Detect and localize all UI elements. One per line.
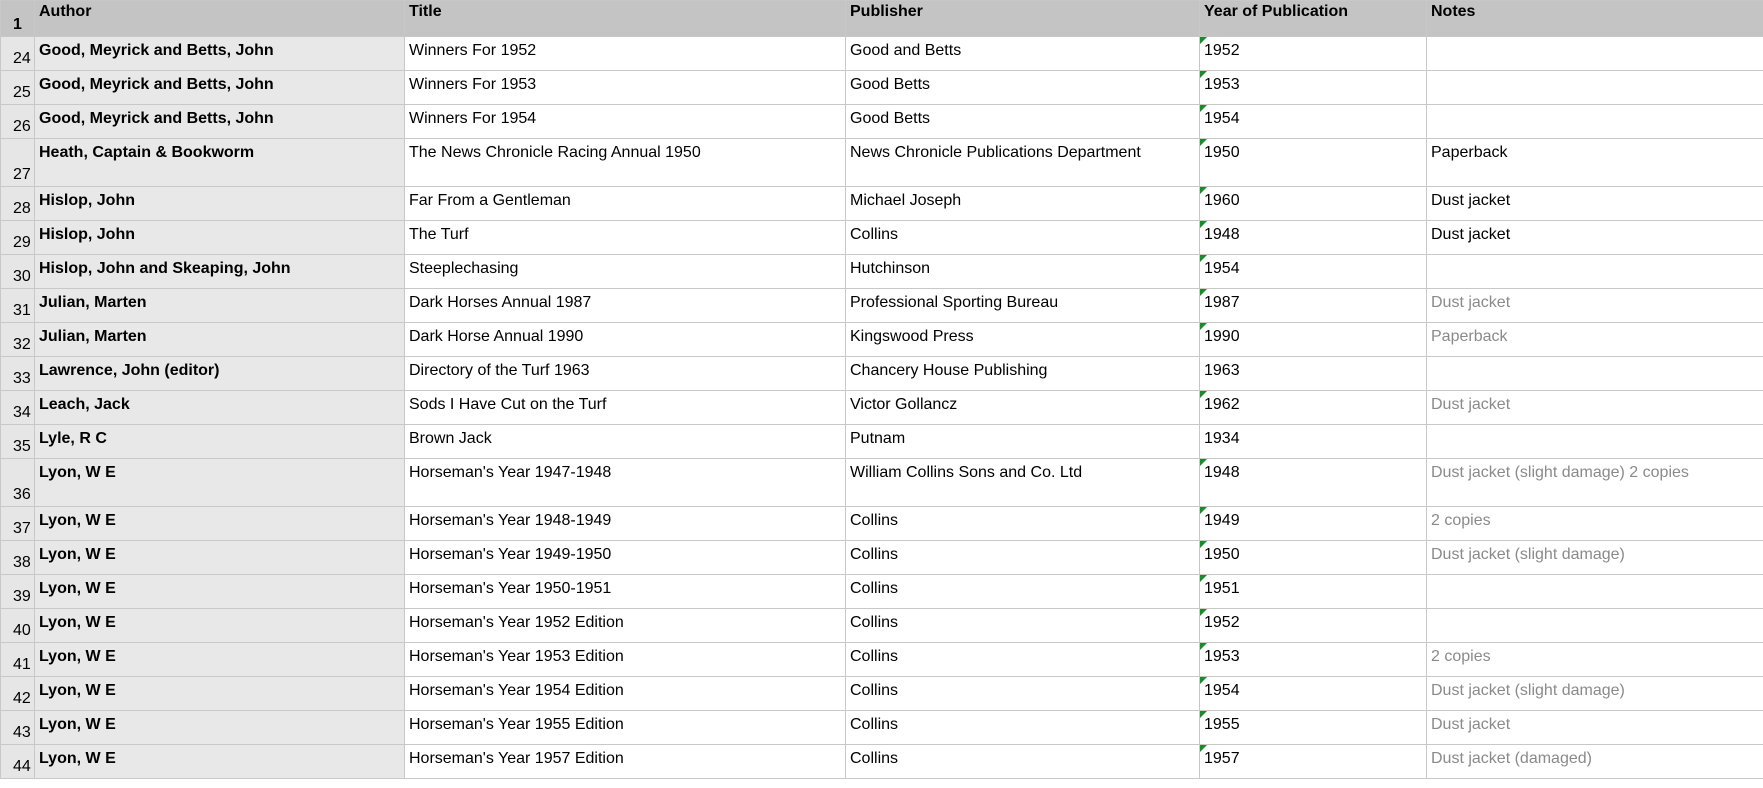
year-value: 1987 [1204,294,1240,311]
publisher-cell[interactable]: Collins [846,609,1200,643]
notes-cell[interactable] [1427,37,1763,71]
notes-cell[interactable] [1427,425,1763,459]
header-cell-notes[interactable]: Notes [1427,1,1763,37]
table-row [1,105,1763,139]
publisher-cell[interactable]: William Collins Sons and Co. Ltd [846,459,1200,507]
year-cell[interactable] [1200,745,1427,779]
publisher-cell[interactable]: Good Betts [846,105,1200,139]
notes-cell[interactable] [1427,71,1763,105]
table-row [1,357,1763,391]
publisher-cell[interactable]: Collins [846,643,1200,677]
year-value: 1957 [1204,750,1240,767]
year-cell[interactable] [1200,105,1427,139]
title-cell[interactable]: Brown Jack [405,425,846,459]
publisher-cell[interactable]: Victor Gollancz [846,391,1200,425]
year-value: 1954 [1204,110,1240,127]
publisher-cell[interactable]: Kingswood Press [846,323,1200,357]
row-number[interactable]: 24 [1,37,35,71]
year-cell[interactable] [1200,221,1427,255]
table-row [1,575,1763,609]
year-cell[interactable] [1200,643,1427,677]
notes-cell[interactable]: Dust jacket [1427,711,1763,745]
table-row [1,221,1763,255]
year-cell[interactable] [1200,541,1427,575]
year-cell[interactable] [1200,575,1427,609]
row-number[interactable]: 27 [1,139,35,187]
number-as-text-indicator-icon [1200,255,1207,262]
title-cell[interactable]: Horseman's Year 1948-1949 [405,507,846,541]
number-as-text-indicator-icon [1200,391,1207,398]
title-cell[interactable]: Horseman's Year 1947-1948 [405,459,846,507]
number-as-text-indicator-icon [1200,609,1207,616]
year-cell[interactable] [1200,139,1427,187]
year-cell[interactable] [1200,459,1427,507]
author-cell[interactable]: Lawrence, John (editor) [35,357,405,391]
table-row [1,37,1763,71]
number-as-text-indicator-icon [1200,221,1207,228]
row-number[interactable]: 26 [1,105,35,139]
publisher-cell[interactable]: Michael Joseph [846,187,1200,221]
year-value: 1954 [1204,682,1240,699]
author-cell[interactable]: Hislop, John and Skeaping, John [35,255,405,289]
author-cell[interactable]: Leach, Jack [35,391,405,425]
year-cell[interactable] [1200,711,1427,745]
publisher-cell[interactable]: Good Betts [846,71,1200,105]
number-as-text-indicator-icon [1200,37,1207,44]
header-cell-title[interactable]: Title [405,1,846,37]
publisher-cell[interactable]: Collins [846,575,1200,609]
notes-cell[interactable] [1427,105,1763,139]
sheet-body [1,37,1763,779]
title-cell[interactable]: The News Chronicle Racing Annual 1950 [405,139,846,187]
publisher-cell[interactable]: Collins [846,541,1200,575]
table-row [1,255,1763,289]
table-row [1,609,1763,643]
table-row [1,507,1763,541]
row-number[interactable]: 30 [1,255,35,289]
table-row [1,71,1763,105]
row-number[interactable]: 25 [1,71,35,105]
notes-cell[interactable]: Dust jacket [1427,391,1763,425]
row-number[interactable]: 1 [1,1,35,37]
table-row [1,541,1763,575]
row-number[interactable]: 40 [1,609,35,643]
year-value: 1954 [1204,260,1240,277]
title-cell[interactable]: Far From a Gentleman [405,187,846,221]
author-cell[interactable]: Good, Meyrick and Betts, John [35,71,405,105]
row-number[interactable]: 36 [1,459,35,507]
notes-cell[interactable] [1427,575,1763,609]
number-as-text-indicator-icon [1200,323,1207,330]
notes-cell[interactable]: 2 copies [1427,643,1763,677]
number-as-text-indicator-icon [1200,711,1207,718]
year-value: 1948 [1204,464,1240,481]
title-cell[interactable]: Winners For 1952 [405,37,846,71]
row-number[interactable]: 34 [1,391,35,425]
year-value: 1952 [1204,614,1240,631]
header-cell-publisher[interactable]: Publisher [846,1,1200,37]
row-number[interactable]: 39 [1,575,35,609]
title-cell[interactable]: Dark Horses Annual 1987 [405,289,846,323]
author-cell[interactable]: Julian, Marten [35,289,405,323]
number-as-text-indicator-icon [1200,745,1207,752]
year-cell[interactable] [1200,425,1427,459]
year-value: 1963 [1204,362,1240,379]
author-cell[interactable]: Lyon, W E [35,745,405,779]
title-cell[interactable]: Horseman's Year 1954 Edition [405,677,846,711]
year-cell[interactable] [1200,391,1427,425]
author-cell[interactable]: Good, Meyrick and Betts, John [35,37,405,71]
publisher-cell[interactable]: Collins [846,221,1200,255]
publisher-cell[interactable]: Good and Betts [846,37,1200,71]
year-value: 1953 [1204,648,1240,665]
publisher-cell[interactable]: Collins [846,711,1200,745]
table-row [1,289,1763,323]
header-cell-author[interactable]: Author [35,1,405,37]
title-cell[interactable]: Steeplechasing [405,255,846,289]
row-number[interactable]: 31 [1,289,35,323]
year-cell[interactable] [1200,357,1427,391]
title-cell[interactable]: Horseman's Year 1955 Edition [405,711,846,745]
notes-cell[interactable] [1427,609,1763,643]
number-as-text-indicator-icon [1200,541,1207,548]
year-value: 1950 [1204,144,1240,161]
publisher-cell[interactable]: News Chronicle Publications Department [846,139,1200,187]
title-cell[interactable]: Horseman's Year 1949-1950 [405,541,846,575]
row-number[interactable]: 29 [1,221,35,255]
table-row [1,187,1763,221]
year-value: 1952 [1204,42,1240,59]
author-cell[interactable]: Julian, Marten [35,323,405,357]
number-as-text-indicator-icon [1200,507,1207,514]
notes-cell[interactable]: 2 copies [1427,507,1763,541]
year-cell[interactable] [1200,37,1427,71]
year-cell[interactable] [1200,507,1427,541]
header-row [1,1,1763,37]
number-as-text-indicator-icon [1200,459,1207,466]
table-row [1,643,1763,677]
table-row [1,425,1763,459]
notes-cell[interactable]: Dust jacket [1427,289,1763,323]
row-number[interactable]: 41 [1,643,35,677]
year-value: 1951 [1204,580,1240,597]
publisher-cell[interactable]: Putnam [846,425,1200,459]
table-row [1,323,1763,357]
publisher-cell[interactable]: Hutchinson [846,255,1200,289]
author-cell[interactable]: Lyon, W E [35,677,405,711]
author-cell[interactable]: Lyon, W E [35,643,405,677]
notes-cell[interactable] [1427,357,1763,391]
table-row [1,139,1763,187]
title-cell[interactable]: Winners For 1954 [405,105,846,139]
notes-cell[interactable]: Dust jacket [1427,187,1763,221]
publisher-cell[interactable]: Professional Sporting Bureau [846,289,1200,323]
author-cell[interactable]: Hislop, John [35,187,405,221]
number-as-text-indicator-icon [1200,139,1207,146]
number-as-text-indicator-icon [1200,187,1207,194]
author-cell[interactable]: Lyon, W E [35,459,405,507]
author-cell[interactable]: Heath, Captain & Bookworm [35,139,405,187]
year-cell[interactable] [1200,71,1427,105]
year-value: 1960 [1204,192,1240,209]
header-cell-year[interactable]: Year of Publication [1200,1,1427,37]
row-number[interactable]: 44 [1,745,35,779]
author-cell[interactable]: Lyle, R C [35,425,405,459]
title-cell[interactable]: Dark Horse Annual 1990 [405,323,846,357]
number-as-text-indicator-icon [1200,677,1207,684]
notes-cell[interactable]: Paperback [1427,323,1763,357]
year-value: 1962 [1204,396,1240,413]
title-cell[interactable]: Horseman's Year 1957 Edition [405,745,846,779]
number-as-text-indicator-icon [1200,71,1207,78]
publisher-cell[interactable]: Chancery House Publishing [846,357,1200,391]
publisher-cell[interactable]: Collins [846,677,1200,711]
notes-cell[interactable]: Dust jacket (slight damage) [1427,677,1763,711]
notes-cell[interactable]: Dust jacket [1427,221,1763,255]
row-number[interactable]: 35 [1,425,35,459]
author-cell[interactable]: Lyon, W E [35,609,405,643]
year-cell[interactable] [1200,289,1427,323]
row-number[interactable]: 38 [1,541,35,575]
number-as-text-indicator-icon [1200,289,1207,296]
row-number[interactable]: 28 [1,187,35,221]
notes-cell[interactable]: Dust jacket (slight damage) 2 copies [1427,459,1763,507]
year-cell[interactable] [1200,187,1427,221]
title-cell[interactable]: The Turf [405,221,846,255]
author-cell[interactable]: Lyon, W E [35,541,405,575]
title-cell[interactable]: Directory of the Turf 1963 [405,357,846,391]
row-number[interactable]: 43 [1,711,35,745]
notes-cell[interactable]: Dust jacket (slight damage) [1427,541,1763,575]
table-row [1,677,1763,711]
number-as-text-indicator-icon [1200,105,1207,112]
publisher-cell[interactable]: Collins [846,745,1200,779]
year-value: 1990 [1204,328,1240,345]
notes-cell[interactable]: Paperback [1427,139,1763,187]
number-as-text-indicator-icon [1200,643,1207,650]
author-cell[interactable]: Lyon, W E [35,575,405,609]
year-value: 1949 [1204,512,1240,529]
title-cell[interactable]: Winners For 1953 [405,71,846,105]
table-row [1,391,1763,425]
row-number[interactable]: 32 [1,323,35,357]
author-cell[interactable]: Lyon, W E [35,507,405,541]
year-value: 1953 [1204,76,1240,93]
title-cell[interactable]: Horseman's Year 1953 Edition [405,643,846,677]
notes-cell[interactable]: Dust jacket (damaged) [1427,745,1763,779]
row-number[interactable]: 33 [1,357,35,391]
year-value: 1950 [1204,546,1240,563]
title-cell[interactable]: Horseman's Year 1952 Edition [405,609,846,643]
year-value: 1948 [1204,226,1240,243]
title-cell[interactable]: Sods I Have Cut on the Turf [405,391,846,425]
publisher-cell[interactable]: Collins [846,507,1200,541]
author-cell[interactable]: Lyon, W E [35,711,405,745]
year-cell[interactable] [1200,677,1427,711]
year-value: 1934 [1204,430,1240,447]
year-value: 1955 [1204,716,1240,733]
year-cell[interactable] [1200,255,1427,289]
table-row [1,711,1763,745]
year-cell[interactable] [1200,323,1427,357]
notes-cell[interactable] [1427,255,1763,289]
table-row [1,459,1763,507]
number-as-text-indicator-icon [1200,575,1207,582]
author-cell[interactable]: Good, Meyrick and Betts, John [35,105,405,139]
row-number[interactable]: 42 [1,677,35,711]
title-cell[interactable]: Horseman's Year 1950-1951 [405,575,846,609]
table-row [1,745,1763,779]
author-cell[interactable]: Hislop, John [35,221,405,255]
row-number[interactable]: 37 [1,507,35,541]
year-cell[interactable] [1200,609,1427,643]
